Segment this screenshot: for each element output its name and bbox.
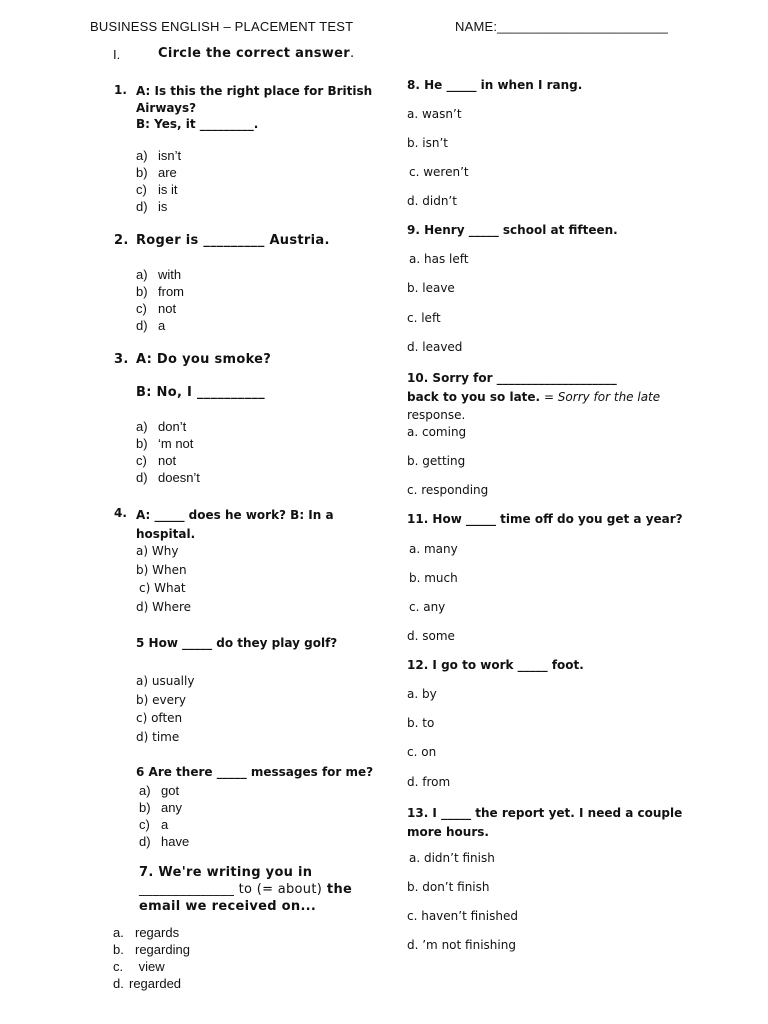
q11-option-b[interactable]: b. much xyxy=(409,571,458,585)
q8-question: 8. He _____ in when I rang. xyxy=(407,78,583,92)
q7-option-b[interactable]: b. regarding xyxy=(113,942,190,957)
q6-option-d[interactable]: d) have xyxy=(139,834,190,849)
q6-option-a[interactable]: a) got xyxy=(139,783,180,798)
q13-option-a[interactable]: a. didn’t finish xyxy=(409,851,495,865)
q1-number: 1. xyxy=(114,83,127,97)
q4-options xyxy=(136,542,191,617)
q12-option-a[interactable]: a. by xyxy=(407,687,437,701)
q6-option-b[interactable]: b) any xyxy=(139,800,182,815)
q2-option-a[interactable]: a) with xyxy=(136,267,182,282)
q6-options xyxy=(139,782,189,850)
q6-option-c[interactable]: c) a xyxy=(139,817,169,832)
q11-option-d[interactable]: d. some xyxy=(407,629,455,643)
q13-option-c[interactable]: c. haven’t finished xyxy=(407,909,518,923)
q2-options xyxy=(136,266,184,334)
q10-option-c[interactable]: c. responding xyxy=(407,483,489,497)
q1-option-c[interactable]: c) is it xyxy=(136,182,178,197)
q5-option-c[interactable]: c) often xyxy=(136,711,183,726)
q3-option-c[interactable]: c) not xyxy=(136,453,177,468)
q7-question: 7. We're writing you in ______________ to (= about) the email we received on... xyxy=(139,865,353,914)
q2-option-b[interactable]: b) from xyxy=(136,284,184,299)
q12-option-c[interactable]: c. on xyxy=(407,745,437,759)
q13-option-b[interactable]: b. don’t finish xyxy=(407,880,490,894)
q7-option-c[interactable]: c. view xyxy=(113,959,165,974)
q2-option-d[interactable]: d) a xyxy=(136,318,166,333)
test-title: BUSINESS ENGLISH – PLACEMENT TEST xyxy=(90,19,354,34)
q5-option-a[interactable]: a) usually xyxy=(136,674,195,688)
section-instruction: Circle the correct answer. xyxy=(158,46,355,61)
q5-option-b[interactable]: b) every xyxy=(136,692,187,707)
q3-option-b[interactable]: b) ‘m not xyxy=(136,436,194,451)
q8-option-c[interactable]: c. weren’t xyxy=(409,165,469,179)
q4-option-c[interactable]: c) What xyxy=(139,581,186,596)
q3-line-b: B: No, I __________ xyxy=(136,385,265,400)
q7-option-d[interactable]: d. regarded xyxy=(113,976,182,991)
q9-option-a[interactable]: a. has left xyxy=(409,252,469,266)
q3-option-d[interactable]: d) doesn’t xyxy=(136,470,200,485)
q7-options xyxy=(113,924,190,992)
section-numeral: I. xyxy=(113,47,121,62)
q8-option-d[interactable]: d. didn’t xyxy=(407,194,457,208)
q13-question: 13. I _____ the report yet. I need a couple more hours. xyxy=(407,806,683,839)
q9-option-c[interactable]: c. left xyxy=(407,311,441,325)
q4-number: 4. xyxy=(114,506,127,520)
q8-option-b[interactable]: b. isn’t xyxy=(407,136,448,150)
q2-number: 2. xyxy=(114,233,129,248)
q4-option-d[interactable]: d) Where xyxy=(136,600,192,615)
q4-option-b[interactable]: b) When xyxy=(136,562,187,577)
q1-option-a[interactable]: a) isn’t xyxy=(136,148,182,163)
q3-option-a[interactable]: a) don’t xyxy=(136,419,187,434)
q5-option-d[interactable]: d) time xyxy=(136,730,180,745)
q11-option-a[interactable]: a. many xyxy=(409,542,458,556)
q5-options xyxy=(136,672,194,747)
q4-question: A: _____ does he work? B: In a hospital. xyxy=(136,508,334,541)
q1-option-d[interactable]: d) is xyxy=(136,199,168,214)
q10-question: 10. Sorry for ____________________ back to you so late. = Sorry for the late response. xyxy=(407,371,661,422)
q5-question: 5 How _____ do they play golf? xyxy=(136,636,338,650)
q10-option-b[interactable]: b. getting xyxy=(407,454,466,468)
name-field-label: NAME:_______________________ xyxy=(455,19,669,34)
q9-option-b[interactable]: b. leave xyxy=(407,281,455,295)
q8-option-a[interactable]: a. wasn’t xyxy=(407,107,462,121)
q12-option-d[interactable]: d. from xyxy=(407,775,451,789)
q2-question: Roger is _________ Austria. xyxy=(136,233,330,248)
q7-option-a[interactable]: a. regards xyxy=(113,925,180,940)
q3-options xyxy=(136,418,200,486)
q10-option-a[interactable]: a. coming xyxy=(407,425,467,439)
q6-question: 6 Are there _____ messages for me? xyxy=(136,765,374,779)
q11-question: 11. How _____ time off do you get a year? xyxy=(407,512,683,526)
q3-number: 3. xyxy=(114,352,129,367)
q9-option-d[interactable]: d. leaved xyxy=(407,340,463,354)
q1-options xyxy=(136,147,181,215)
q1-question: A: Is this the right place for British Airways? B: Yes, it _________. xyxy=(136,84,373,131)
q9-question: 9. Henry _____ school at fifteen. xyxy=(407,223,618,237)
q1-option-b[interactable]: b) are xyxy=(136,165,177,180)
q12-option-b[interactable]: b. to xyxy=(407,716,435,730)
q3-line-a: A: Do you smoke? xyxy=(136,352,272,367)
q4-option-a[interactable]: a) Why xyxy=(136,544,179,558)
q2-option-c[interactable]: c) not xyxy=(136,301,177,316)
q12-question: 12. I go to work _____ foot. xyxy=(407,658,584,672)
q13-option-d[interactable]: d. ’m not finishing xyxy=(407,938,516,952)
q11-option-c[interactable]: c. any xyxy=(409,600,446,614)
